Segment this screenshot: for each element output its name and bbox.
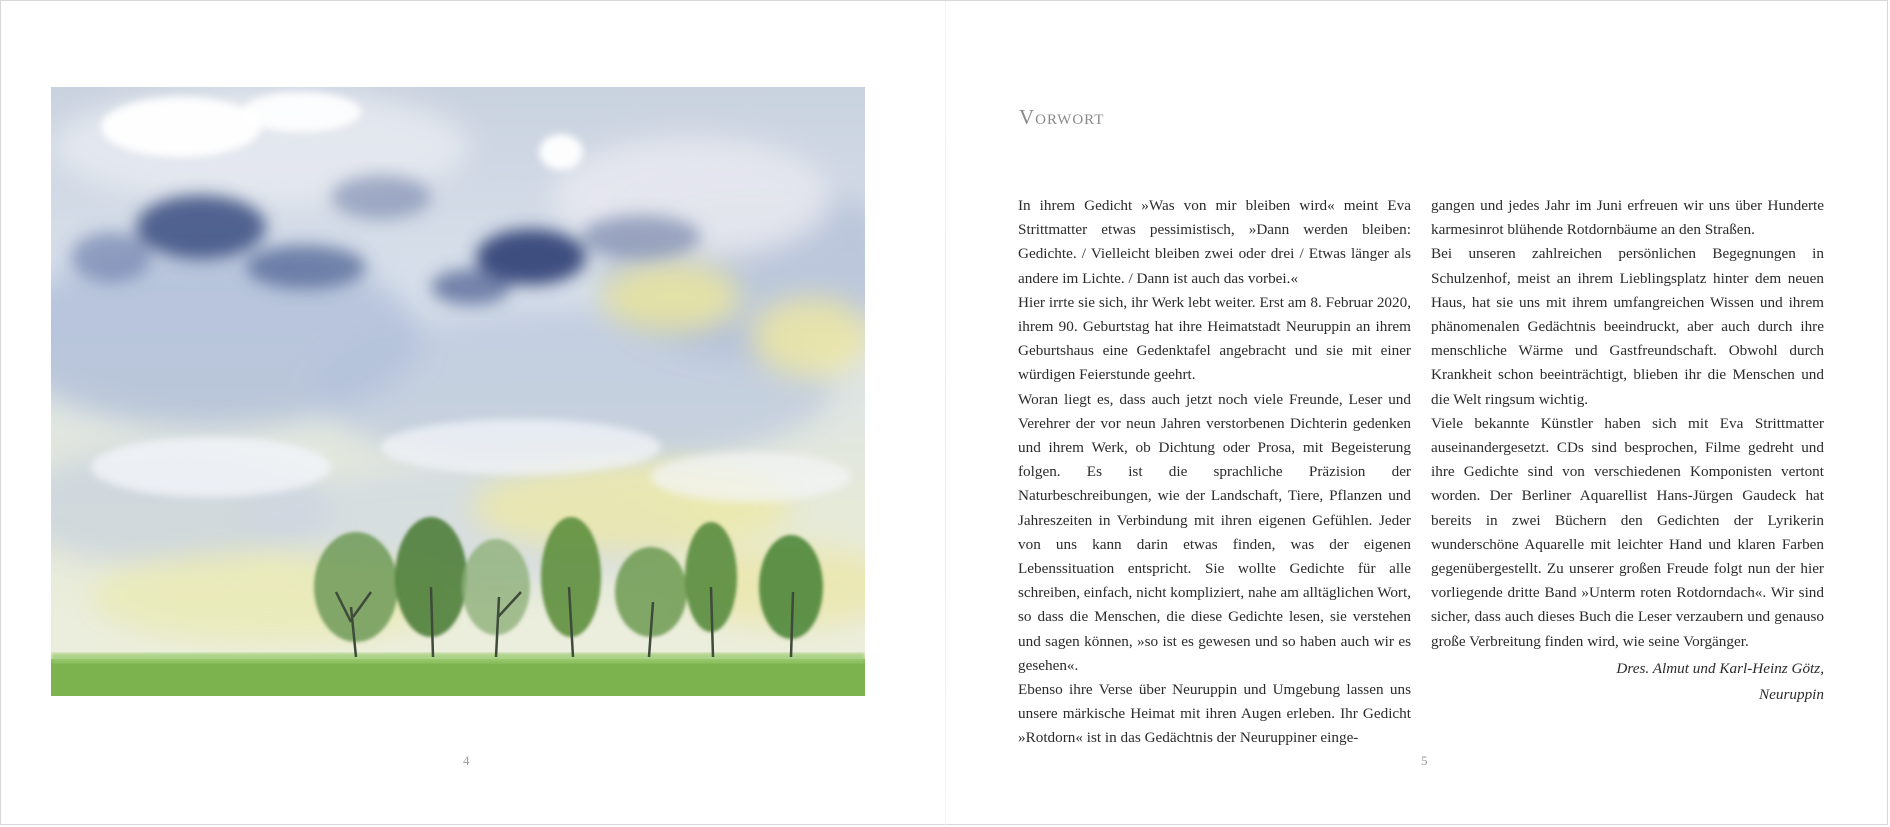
author-signature	[1431, 656, 1824, 708]
page-title: Vorwort	[1019, 105, 1105, 129]
signature-names: Dres. Almut und Karl-Heinz Götz,	[1616, 660, 1824, 677]
watercolor-landscape-image	[51, 87, 865, 696]
text-column-right	[1431, 194, 1824, 654]
paragraph: Viele bekannte Künstler haben sich mit Eva Strittmatter auseinandergesetzt. CDs sind besprochen, Filme gedreht und ihre Gedichte sind von verschiedenen Komponisten vertont worden. Der Berliner Aquarellist Hans-Jürgen Gaudeck hat bereits in zwei Büchern den Gedichten der Lyrikerin wunderschöne Aquarelle mit leichter Hand und klaren Farben gegenübergestellt. Zu unserer großen Freude folgt nun der hier vorliegende dritte Band »Unterm roten Rotdorndach«. Wir sind sicher, dass auch dieses Buch die Leser verzaubern und genauso große Verbreitung finden wird, wie seine Vorgänger.	[1431, 414, 1824, 650]
page-number-right: 5	[1421, 753, 1428, 768]
paragraph: In ihrem Gedicht »Was von mir bleiben wird« meint Eva Strittmatter etwas pessimistisch, »Dann werden bleiben: Gedichte. / Vielleicht bleiben zwei oder drei / Etwas länger als andere im Lichte. / Dann ist auch das vorbei.«	[1018, 197, 1411, 287]
paragraph: gangen und jedes Jahr im Juni erfreuen wir uns über Hunderte karmesinrot blühende Rotdornbäume an den Straßen.	[1431, 197, 1824, 239]
page-gutter	[945, 1, 946, 826]
watercolor-landscape	[51, 87, 865, 696]
text-column-left	[1018, 194, 1411, 751]
paragraph: Ebenso ihre Verse über Neuruppin und Umgebung lassen uns unsere märkische Heimat mit ihren Augen erleben. Ihr Gedicht »Rotdorn« ist in das Gedächtnis der Neuruppiner einge-	[1018, 681, 1411, 747]
paragraph: Woran liegt es, dass auch jetzt noch viele Freunde, Leser und Verehrer der vor neun Jahren verstorbenen Dichterin gedenken und ihrem Werk, ob Dichtung oder Prosa, mit Begeisterung folgen. Es ist die sprachliche Präzision der Naturbeschreibungen, wie der Landschaft, Tiere, Pflanzen und Jahreszeiten in Verbindung mit ihren eigenen Gefühlen. Jeder von uns kann darin etwas finden, was der eigenen Lebenssituation entspricht. Sie wollte Gedichte für alle schreiben, einfach, nicht kompliziert, nahe am alltäglichen Wort, so dass die Menschen, die diese Gedichte lesen, sie verstehen und sagen können, »so ist es gewesen und so haben auch wir es gesehen«.	[1018, 390, 1411, 674]
paragraph: Bei unseren zahlreichen persönlichen Begegnungen in Schulzenhof, meist an ihrem Lieblingsplatz hinter dem neuen Haus, hat sie uns mit ihrem umfangreichen Wissen und ihrem phänomenalen Gedächtnis beeindruckt, aber auch durch ihre menschliche Wärme und Gastfreundschaft. Obwohl durch Krankheit schon beeinträchtigt, blieben ihr die Menschen und die Welt ringsum wichtig.	[1431, 245, 1824, 408]
signature-place: Neuruppin	[1759, 686, 1824, 703]
paragraph: Hier irrte sie sich, ihr Werk lebt weiter. Erst am 8. Februar 2020, ihrem 90. Geburtstag hat ihre Heimatstadt Neuruppin an ihrem Geburtshaus eine Gedenktafel angebracht und sie mit einer würdigen Feierstunde geehrt.	[1018, 293, 1411, 384]
page-number-left: 4	[463, 753, 470, 768]
